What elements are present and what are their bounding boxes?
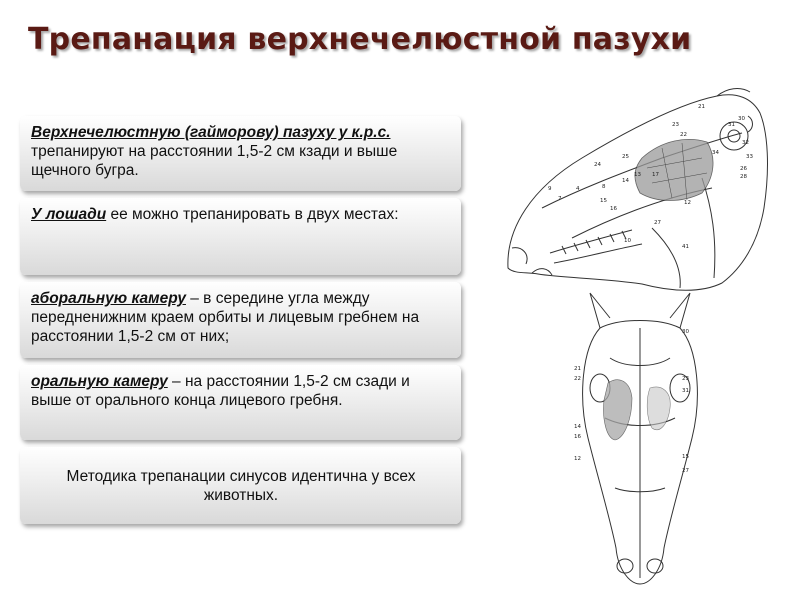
side-label: 22 <box>680 132 687 138</box>
side-label: 28 <box>740 174 747 180</box>
side-label: 23 <box>672 122 679 128</box>
side-label: 9 <box>548 186 552 192</box>
front-label: 21 <box>574 366 581 372</box>
front-label: 31 <box>682 388 689 394</box>
side-label: 32 <box>742 140 749 146</box>
front-label: 16 <box>574 434 581 440</box>
side-label: 25 <box>622 154 629 160</box>
slide-title: Трепанация верхнечелюстной пазухи <box>28 22 692 57</box>
text-box-cattle <box>20 116 461 191</box>
side-label: 12 <box>684 200 691 206</box>
text-box-method <box>20 447 461 524</box>
side-label: 14 <box>622 178 629 184</box>
side-label: 24 <box>594 162 601 168</box>
text-box-aboral-chamber <box>20 282 461 358</box>
box-lead-text: оральную камеру <box>31 373 168 390</box>
side-label: 33 <box>746 154 753 160</box>
horse-head-front-illustration <box>570 288 710 588</box>
horse-head-side-illustration <box>502 78 774 300</box>
box-body-text: – в середине угла между передненижним краем орбиты и лицевым гребнем на расстоянии 1,5-2 см от них; <box>31 290 420 345</box>
side-label: 7 <box>558 196 562 202</box>
side-label: 30 <box>738 116 745 122</box>
front-label: 15 <box>682 454 689 460</box>
side-label: 8 <box>602 184 606 190</box>
side-label: 15 <box>600 198 607 204</box>
box-body-text: – на расстоянии 1,5-2 см сзади и выше от орального конца лицевого гребня. <box>31 373 410 409</box>
box-body-text: Методика трепанации синусов идентична у всех животных. <box>66 468 416 504</box>
side-label: 16 <box>610 206 617 212</box>
side-label: 10 <box>624 238 631 244</box>
side-label: 31 <box>728 122 735 128</box>
text-box-oral-chamber <box>20 365 461 440</box>
side-label: 41 <box>682 244 689 250</box>
side-label: 26 <box>740 166 747 172</box>
front-label: 27 <box>682 468 689 474</box>
front-label: 12 <box>574 456 581 462</box>
side-label: 27 <box>654 220 661 226</box>
front-label: 23 <box>682 376 689 382</box>
box-body-text: ее можно трепанировать в двух местах: <box>106 206 399 223</box>
side-label: 13 <box>634 172 641 178</box>
box-body-text: трепанируют на расстоянии 1,5-2 см кзади и выше щечного бугра. <box>31 143 398 179</box>
front-label: 22 <box>574 376 581 382</box>
text-box-horse <box>20 198 461 275</box>
side-label: 34 <box>712 150 719 156</box>
front-label: 14 <box>574 424 581 430</box>
side-label: 4 <box>576 186 580 192</box>
box-lead-text: Верхнечелюстную (гайморову) пазуху у к.р.с. <box>31 124 391 141</box>
side-label: 17 <box>652 172 659 178</box>
front-label: 30 <box>682 329 689 335</box>
box-lead-text: У лошади <box>31 206 107 223</box>
box-lead-text: аборальную камеру <box>31 290 186 307</box>
side-label: 21 <box>698 104 705 110</box>
